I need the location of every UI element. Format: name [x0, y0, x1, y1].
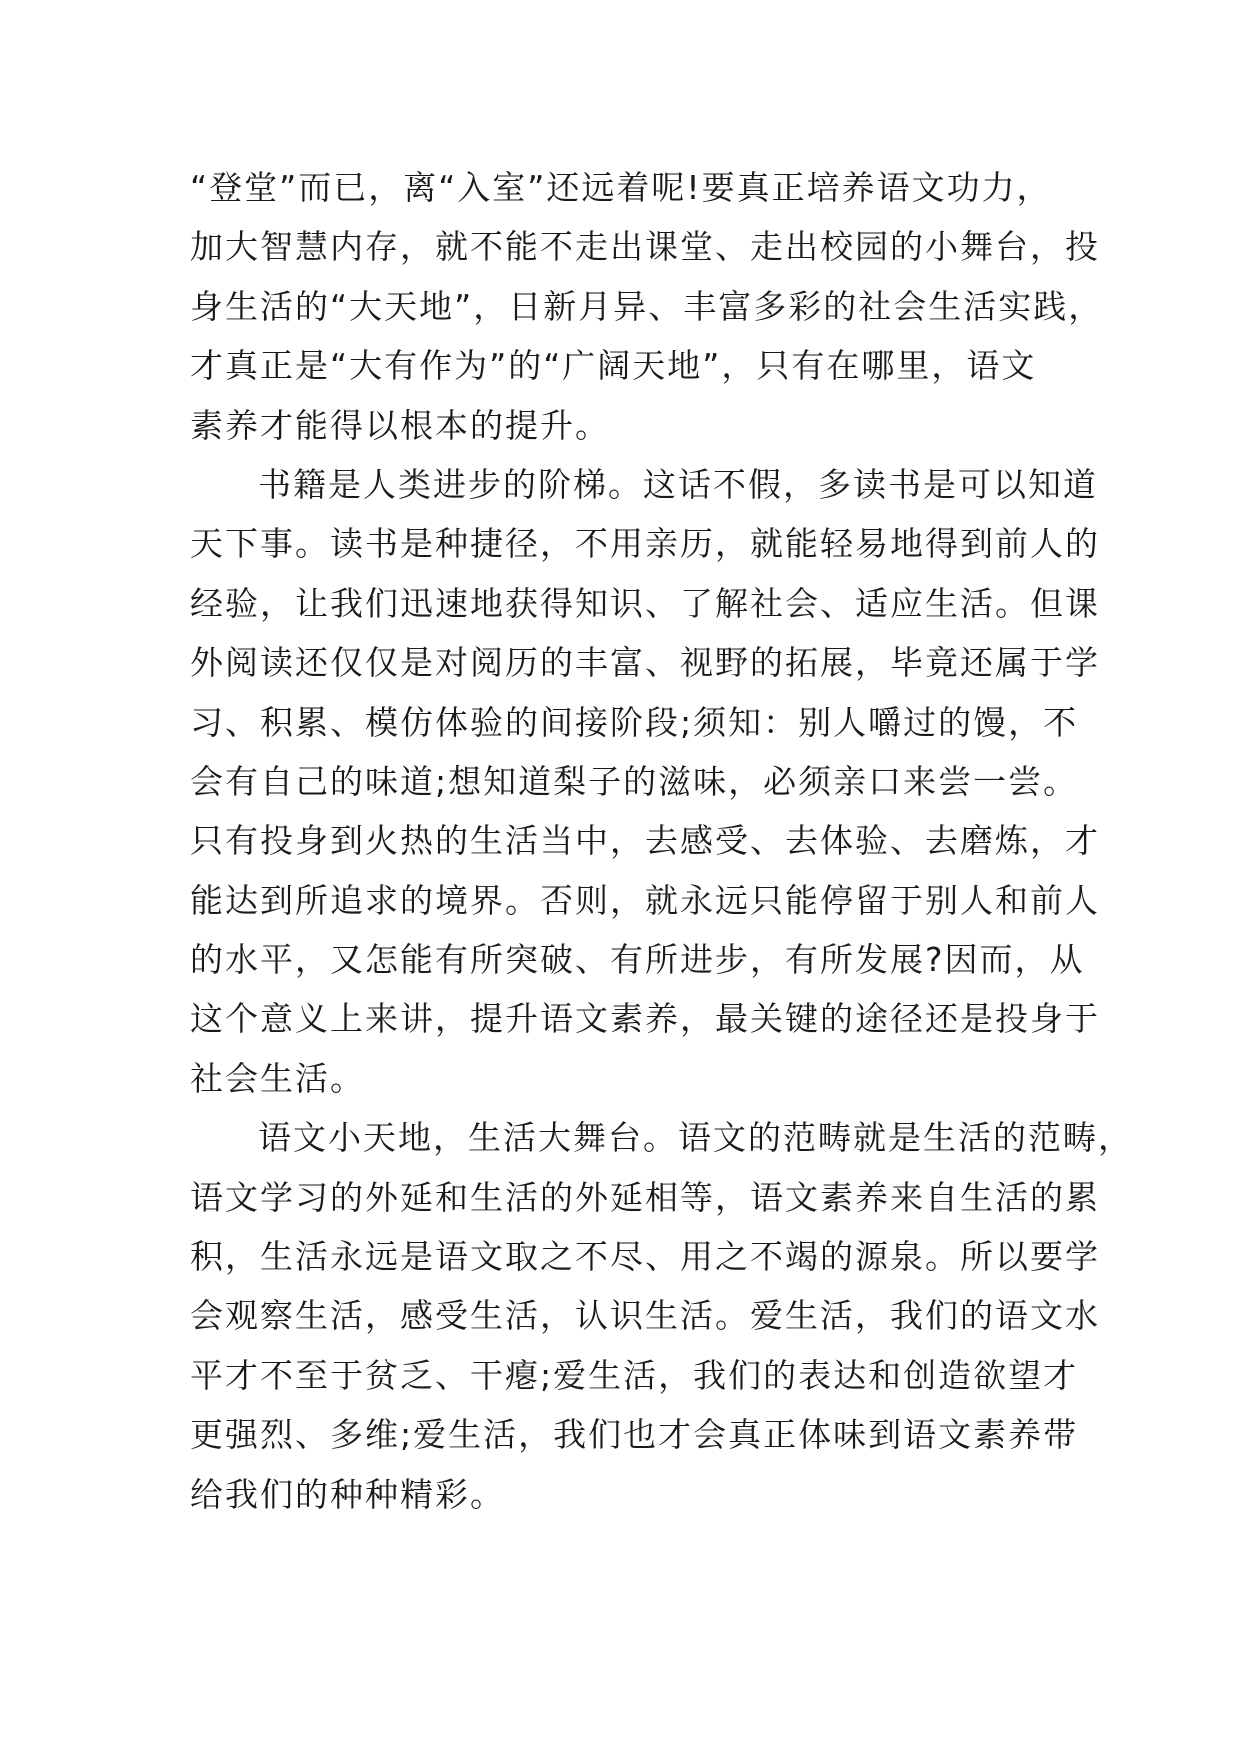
text-line: 才真正是“大有作为”的“广阔天地”，只有在哪里，语文 [190, 346, 1037, 386]
text-line: 更强烈、多维;爱生活，我们也才会真正体味到语文素养带 [190, 1415, 1079, 1455]
document-body [190, 158, 1133, 1524]
text-line: 的水平，又怎能有所突破、有所进步，有所发展?因而，从 [190, 940, 1085, 980]
text-line: 语文学习的外延和生活的外延相等，语文素养来自生活的累 [190, 1177, 1100, 1217]
text-line: 社会生活。 [190, 1058, 365, 1098]
text-line: “登堂”而已，离“入室”还远着呢!要真正培养语文功力， [190, 168, 1052, 207]
text-line: 积，生活永远是语文取之不尽、用之不竭的源泉。所以要学 [190, 1237, 1100, 1277]
text-line: 这个意义上来讲，提升语文素养，最关键的途径还是投身于 [190, 999, 1100, 1039]
paragraph-first-line: 语文小天地，生活大舞台。语文的范畴就是生活的范畴， [258, 1118, 1133, 1158]
text-line: 外阅读还仅仅是对阅历的丰富、视野的拓展，毕竟还属于学 [190, 643, 1100, 683]
text-line: 只有投身到火热的生活当中，去感受、去体验、去磨炼，才 [190, 821, 1100, 861]
text-line: 会有自己的味道;想知道梨子的滋味，必须亲口来尝一尝。 [190, 761, 1079, 801]
text-line: 给我们的种种精彩。 [190, 1474, 505, 1514]
text-line: 习、积累、模仿体验的间接阶段;须知：别人嚼过的馒，不 [190, 702, 1079, 742]
text-line: 加大智慧内存，就不能不走出课堂、走出校园的小舞台，投 [190, 227, 1100, 267]
text-line: 身生活的“大天地”，日新月异、丰富多彩的社会生活实践， [190, 286, 1104, 326]
text-line: 经验，让我们迅速地获得知识、了解社会、适应生活。但课 [190, 583, 1100, 623]
text-line: 平才不至于贫乏、干瘪;爱生活，我们的表达和创造欲望才 [190, 1355, 1079, 1395]
text-line: 能达到所追求的境界。否则，就永远只能停留于别人和前人 [190, 880, 1100, 920]
text-line: 素养才能得以根本的提升。 [190, 405, 610, 445]
text-line: 天下事。读书是种捷径，不用亲历，就能轻易地得到前人的 [190, 524, 1100, 564]
text-line: 会观察生活，感受生活，认识生活。爱生活，我们的语文水 [190, 1296, 1100, 1336]
paragraph-first-line: 书籍是人类进步的阶梯。这话不假，多读书是可以知道 [258, 464, 1098, 504]
